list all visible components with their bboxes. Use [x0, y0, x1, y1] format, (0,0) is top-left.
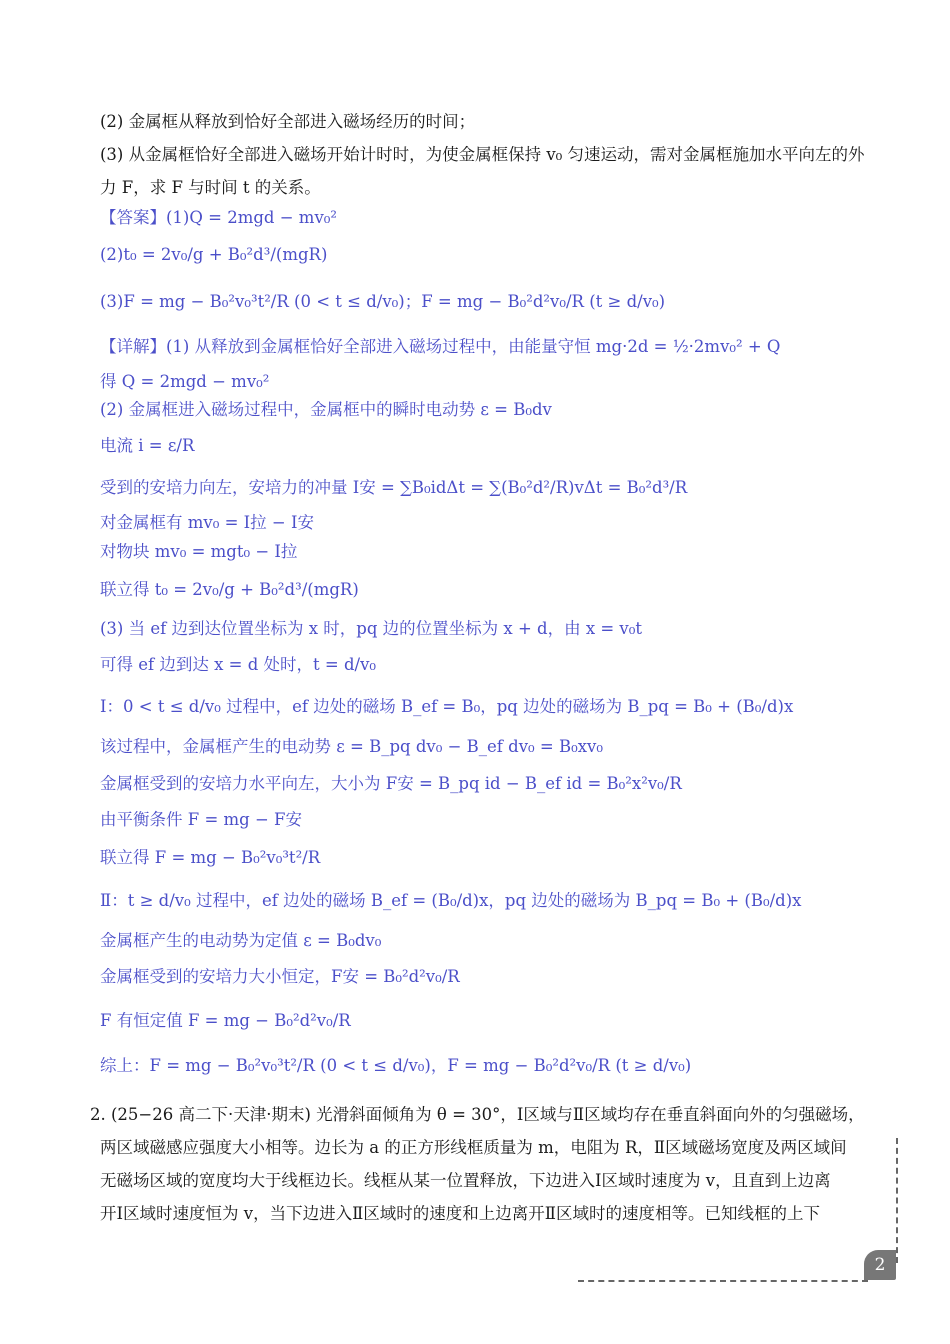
- analysis-line-14: 由平衡条件 F = mg − F安: [100, 810, 302, 829]
- analysis-line-20: 综上：F = mg − B₀²v₀³t²/R (0 < t ≤ d/v₀)，F = mg − B₀²d²v₀/R (t ≥ d/v₀): [100, 1056, 692, 1075]
- analysis-line-4: 电流 i = ε/R: [100, 436, 195, 455]
- analysis-line-18: 金属框受到的安培力大小恒定，F安 = B₀²d²v₀/R: [100, 967, 460, 986]
- analysis-line-10: 可得 ef 边到达 x = d 处时，t = d/v₀: [100, 655, 377, 674]
- answer-line-1: 【答案】(1)Q = 2mgd − mv₀²: [100, 208, 337, 227]
- analysis-line-19: F 有恒定值 F = mg − B₀²d²v₀/R: [100, 1011, 351, 1030]
- analysis-line-11: Ⅰ：0 < t ≤ d/v₀ 过程中，ef 边处的磁场 B_ef = B₀，pq 边处的磁场为 B_pq = B₀ + (B₀/d)x: [100, 697, 794, 716]
- question2-line-3: 无磁场区域的宽度均大于线框边长。线框从某一位置释放，下边进入Ⅰ区域时速度为 v，且直到上边离: [100, 1171, 831, 1190]
- analysis-line-9: (3) 当 ef 边到达位置坐标为 x 时，pq 边的位置坐标为 x + d，由 x = v₀t: [100, 619, 643, 638]
- question2-line-1: 2. (25−26 高二下·天津·期末) 光滑斜面倾角为 θ = 30°，Ⅰ区域与Ⅱ区域均存在垂直斜面向外的匀强磁场，: [90, 1105, 865, 1124]
- question2-line-2: 两区域磁感应强度大小相等。边长为 a 的正方形线框质量为 m，电阻为 R，Ⅱ区域磁场宽度及两区域间: [100, 1138, 847, 1157]
- analysis-line-12: 该过程中，金属框产生的电动势 ε = B_pq dv₀ − B_ef dv₀ = B₀xv₀: [100, 737, 603, 756]
- answer-line-3: (3)F = mg − B₀²v₀³t²/R (0 < t ≤ d/v₀)；F = mg − B₀²d²v₀/R (t ≥ d/v₀): [100, 292, 666, 311]
- q1-part3-text-b: 力 F，求 F 与时间 t 的关系。: [100, 178, 321, 197]
- answer-line-2: (2)t₀ = 2v₀/g + B₀²d³/(mgR): [100, 245, 328, 264]
- analysis-line-6: 对金属框有 mv₀ = I拉 − I安: [100, 513, 314, 532]
- page-number-badge: 2: [864, 1250, 896, 1280]
- analysis-line-7: 对物块 mv₀ = mgt₀ − I拉: [100, 542, 298, 561]
- analysis-line-13: 金属框受到的安培力水平向左，大小为 F安 = B_pq id − B_ef id = B₀²x²v₀/R: [100, 774, 682, 793]
- q1-part3-text-a: (3) 从金属框恰好全部进入磁场开始计时时，为使金属框保持 v₀ 匀速运动，需对金属框施加水平向左的外: [100, 145, 865, 164]
- analysis-line-15: 联立得 F = mg − B₀²v₀³t²/R: [100, 848, 321, 867]
- analysis-line-17: 金属框产生的电动势为定值 ε = B₀dv₀: [100, 931, 382, 950]
- analysis-line-3: (2) 金属框进入磁场过程中，金属框中的瞬时电动势 ε = B₀dv: [100, 400, 552, 419]
- analysis-line-2: 得 Q = 2mgd − mv₀²: [100, 372, 270, 391]
- analysis-line-1: 【详解】(1) 从释放到金属框恰好全部进入磁场过程中，由能量守恒 mg·2d = ½·2mv₀² + Q: [100, 337, 781, 356]
- analysis-line-5: 受到的安培力向左，安培力的冲量 I安 = ∑B₀idΔt = ∑(B₀²d²/R)vΔt = B₀²d³/R: [100, 478, 688, 497]
- page-corner-dashed-horizontal: [578, 1280, 868, 1282]
- analysis-line-16: Ⅱ：t ≥ d/v₀ 过程中，ef 边处的磁场 B_ef = (B₀/d)x，pq 边处的磁场为 B_pq = B₀ + (B₀/d)x: [100, 891, 802, 910]
- q1-part2-text: (2) 金属框从释放到恰好全部进入磁场经历的时间；: [100, 112, 476, 131]
- page-corner-dashed-vertical: [896, 1138, 898, 1263]
- analysis-line-8: 联立得 t₀ = 2v₀/g + B₀²d³/(mgR): [100, 580, 359, 599]
- question2-line-4: 开Ⅰ区域时速度恒为 v，当下边进入Ⅱ区域时的速度和上边离开Ⅱ区域时的速度相等。已知线框的上下: [100, 1204, 821, 1223]
